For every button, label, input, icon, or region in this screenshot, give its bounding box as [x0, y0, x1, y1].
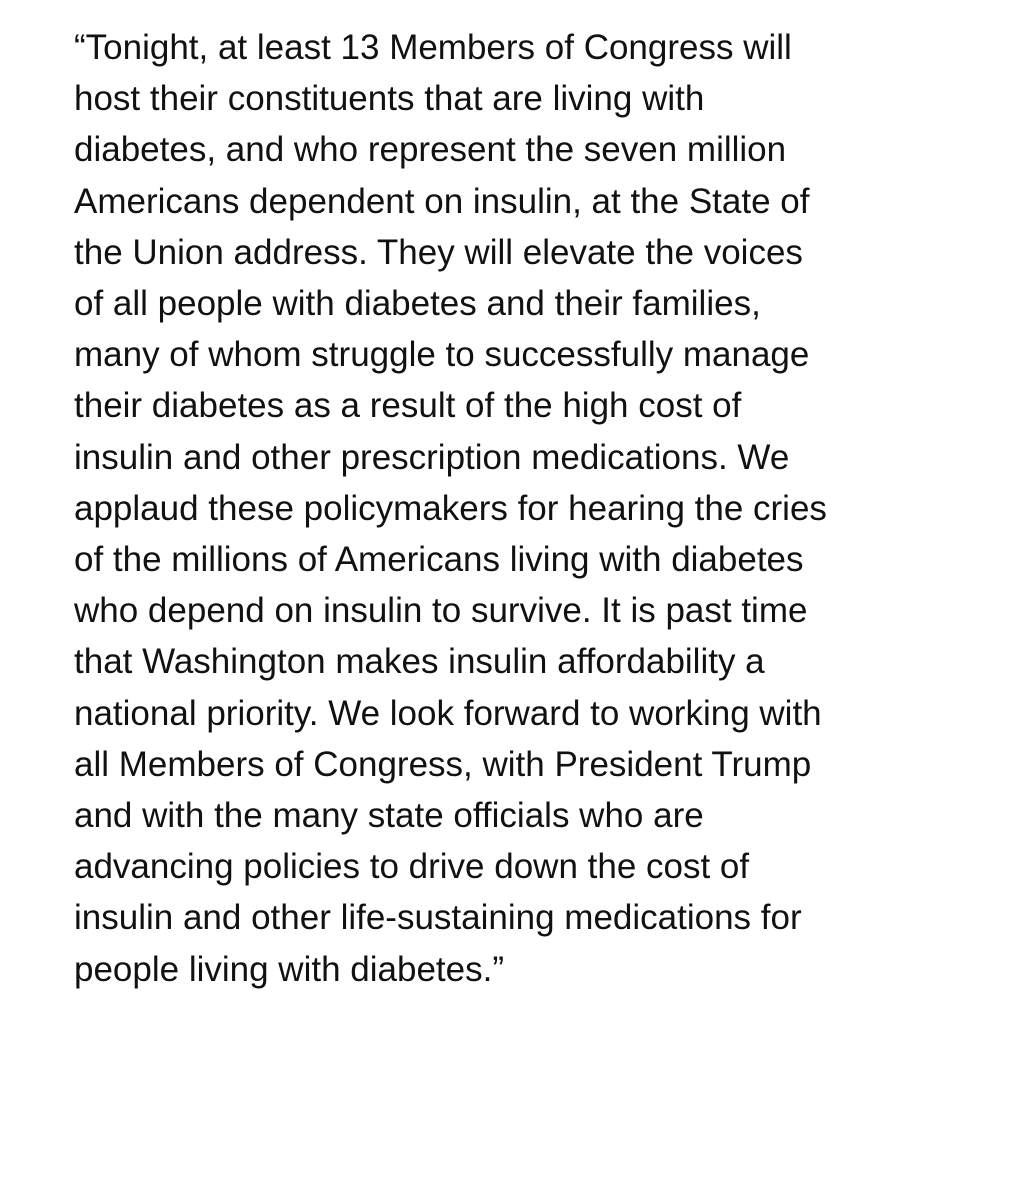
quote-line-3: diabetes, and who represent the seven million	[74, 130, 787, 170]
quote-line-2: host their constituents that are living with	[74, 79, 705, 119]
quote-line-1: “Tonight, at least 13 Members of Congress will	[74, 28, 792, 67]
quote-line-5: the Union address. They will elevate the voices	[74, 232, 803, 272]
quote-paragraph	[74, 22, 1019, 995]
quote-line-15: all Members of Congress, with President Trump	[74, 744, 812, 784]
quote-line-10: applaud these policymakers for hearing the cries	[74, 488, 827, 528]
quote-line-6: of all people with diabetes and their families,	[74, 284, 761, 324]
quote-line-19: people living with diabetes.”	[74, 949, 504, 989]
quote-line-17: advancing policies to drive down the cost of	[74, 847, 750, 887]
quote-line-9: insulin and other prescription medications. We	[74, 437, 790, 477]
quote-line-16: and with the many state officials who are	[74, 796, 704, 836]
quote-line-13: that Washington makes insulin affordability a	[74, 642, 765, 682]
quote-line-4: Americans dependent on insulin, at the State of	[74, 181, 810, 221]
quote-line-11: of the millions of Americans living with diabetes	[74, 540, 804, 580]
quote-line-18: insulin and other life-sustaining medications for	[74, 898, 802, 938]
quote-line-14: national priority. We look forward to working with	[74, 693, 822, 733]
quote-line-12: who depend on insulin to survive. It is past time	[74, 591, 808, 631]
quote-line-8: their diabetes as a result of the high cost of	[74, 386, 742, 426]
quote-line-7: many of whom struggle to successfully manage	[74, 335, 810, 375]
